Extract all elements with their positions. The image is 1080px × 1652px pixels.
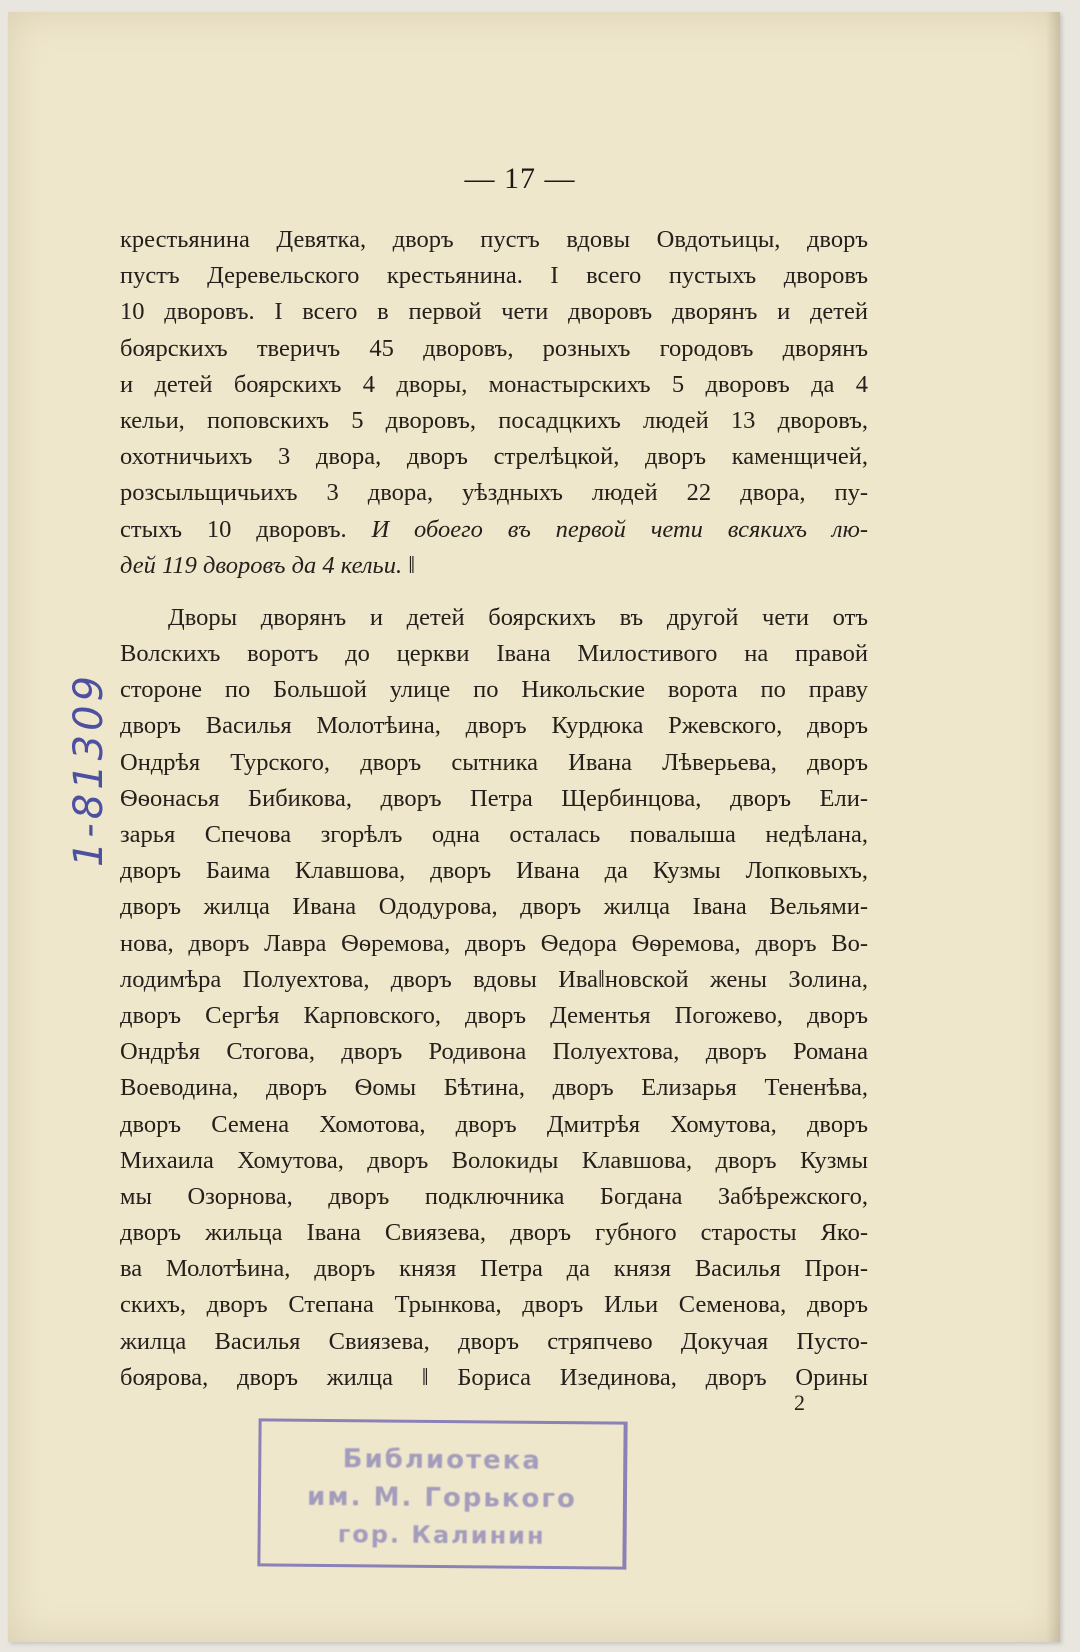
text-line: розсыльщичьихъ 3 двора, уѣздныхъ людей 22 двора, пу- [120,479,868,507]
stamp-line: им. М. Горького [307,1481,577,1515]
text-line: мы Озорнова, дворъ подключника Богдана Забѣрежского, [120,1182,868,1210]
text-line: и детей боярскихъ 4 дворы, монастырскихъ 5 дворовъ да 4 [120,370,868,398]
text-line: жилца Василья Свиязева, дворъ стряпчево Докучая Пусто- [120,1327,868,1355]
book-page [8,12,1060,1642]
text-line: скихъ, дворъ Степана Трынкова, дворъ Ильи Семенова, дворъ [120,1291,868,1319]
page-edge-shadow [1046,12,1060,1642]
text-line: кельи, поповскихъ 5 дворовъ, посадцкихъ людей 13 дворовъ, [120,406,868,434]
text-line: Ондрѣя Турского, дворъ сытника Ивана Лѣверьева, дворъ [120,748,868,776]
text-line: стороне по Большой улице по Никольские ворота по праву [120,676,868,704]
library-stamp [257,1418,627,1569]
text-line: Ѳѳонасья Бибикова, дворъ Петра Щербинцова, дворъ Ели- [120,784,868,812]
text-fragment: стыхъ 10 дворовъ. [120,515,347,543]
text-line: Воеводина, дворъ Ѳомы Бѣтина, дворъ Елизарья Тененѣва, [120,1074,868,1102]
stamp-line: гор. Калинин [337,1520,546,1550]
text-line: Ондрѣя Стогова, дворъ Родивона Полуехтова, дворъ Романа [120,1038,868,1066]
text-line: дворъ Семена Хомотова, дворъ Дмитрѣя Хомутова, дворъ [120,1110,868,1138]
text-line: боярскихъ тверичъ 45 дворовъ, розныхъ городовъ дворянъ [120,334,868,362]
text-line: ва Молотѣина, дворъ князя Петра да князя Василья Прон- [120,1255,868,1283]
text-line: дворъ жилца Ивана Ододурова, дворъ жилца Iвана Вельями- [120,893,868,921]
signature-mark: 2 [794,1390,805,1415]
body-text [120,222,868,1396]
text-line: дворъ Баима Клавшова, дворъ Ивана да Кузмы Лопковыхъ, [120,857,868,885]
italic-fragment: И обоего въ первой чети всякихъ лю- [371,515,868,543]
text-line: охотничьихъ 3 двора, дворъ стрелѣцкой, дворъ каменщичей, [120,443,868,471]
italic-fragment: дей 119 дворовъ да 4 кельи. [120,551,403,579]
text-line: дворъ Василья Молотѣина, дворъ Курдюка Ржевского, дворъ [120,712,868,740]
paragraph-gap [120,584,868,600]
text-line: 10 дворовъ. I всего в первой чети дворовъ дворянъ и детей [120,298,868,326]
text-line: Михаила Хомутова, дворъ Волокиды Клавшова, дворъ Кузмы [120,1146,868,1174]
text-line: дворъ Сергѣя Карповского, дворъ Дементья Погожево, дворъ [120,1001,868,1029]
stamp-line: Библиотека [342,1444,543,1476]
text-line: пустъ Деревельского крестьянина. I всего пустыхъ дворовъ [120,262,868,290]
text-line: боярова, дворъ жилца ‖ Бориса Изединова, дворъ Орины [120,1363,868,1391]
text-line [120,512,868,548]
text-line: зарья Спечова згорѣлъ одна осталась повалыша недѣлана, [120,821,868,848]
handwritten-inventory-number: 1-81309 [66,672,112,868]
text-line: лодимѣра Полуехтова, дворъ вдовы Ива‖новской жены Золина, [120,965,868,993]
text-line: Дворы дворянъ и детей боярскихъ въ другой чети отъ [168,603,868,631]
text-line: Волскихъ воротъ до церкви Iвана Милостивого на правой [120,640,868,668]
text-line: дворъ жильца Iвана Свиязева, дворъ губного старосты Яко- [120,1219,868,1247]
text-line: крестьянина Девятка, дворъ пустъ вдовы Овдотьицы, дворъ [120,226,868,253]
text-line [120,548,868,584]
page-number: — 17 — [464,162,576,195]
paragraph-end-marker: ‖ [408,551,416,579]
text-line: нова, дворъ Лавра Ѳѳремова, дворъ Ѳедора Ѳѳремова, дворъ Во- [120,929,868,957]
